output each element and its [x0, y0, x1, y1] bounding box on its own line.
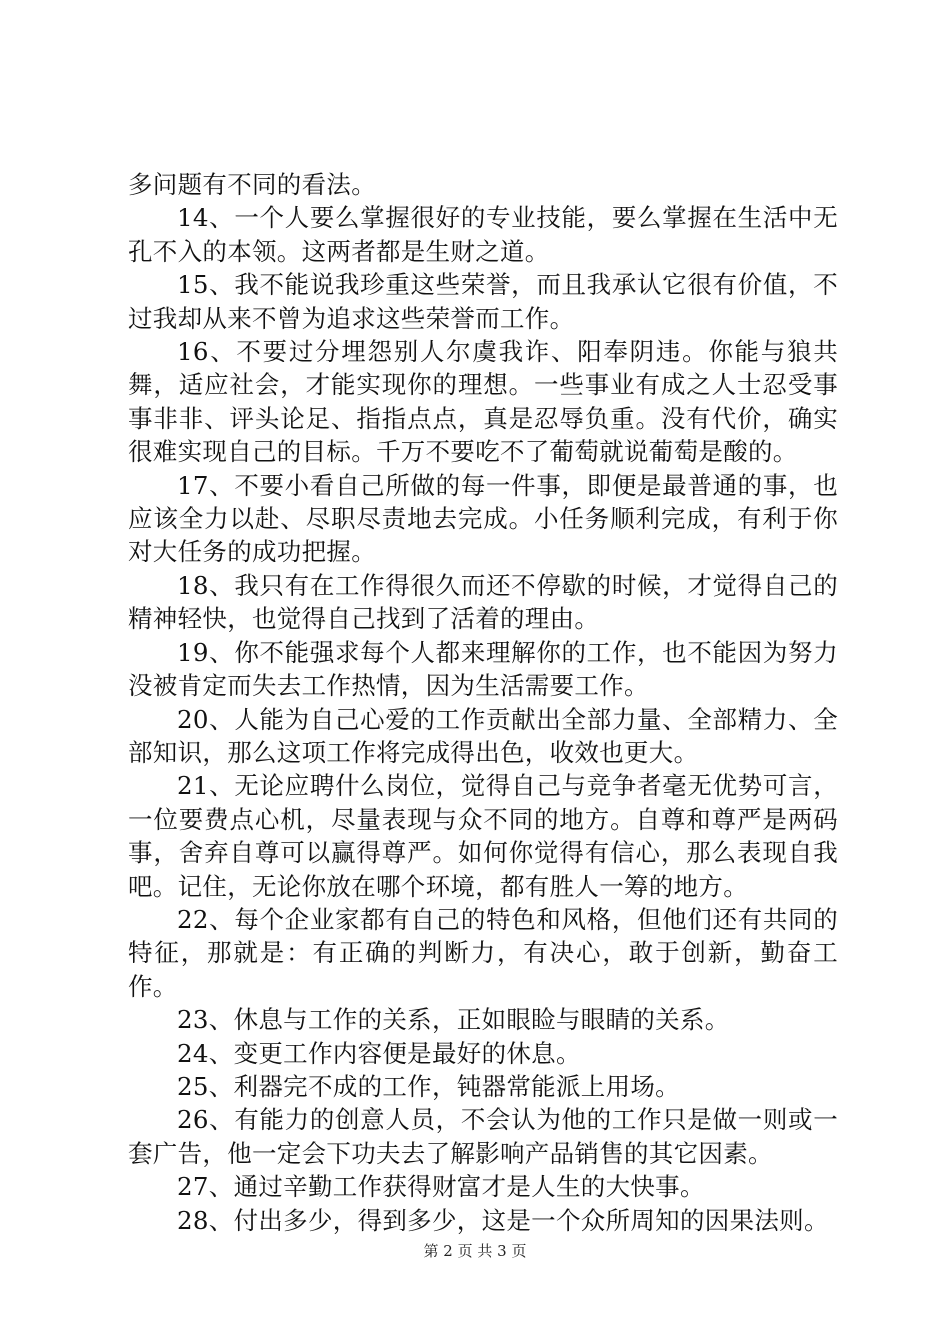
paragraph-continuation: 多问题有不同的看法。 [128, 170, 376, 199]
paragraph-15: 15、我不能说我珍重这些荣誉，而且我承认它很有价值，不过我却从来不曾为追求这些荣誉而工作。 [128, 270, 838, 333]
document-body [128, 168, 838, 1237]
paragraph-16: 16、不要过分埋怨别人尔虞我诈、阳奉阴违。你能与狼共舞，适应社会，才能实现你的理想。一些事业有成之人士忍受事事非非、评头论足、指指点点，真是忍辱负重。没有代价，确实很难实现自己的目标。千万不要吃不了葡萄就说葡萄是酸的。 [128, 337, 838, 467]
paragraph-18: 18、我只有在工作得很久而还不停歇的时候，才觉得自己的精神轻快，也觉得自己找到了活着的理由。 [128, 570, 838, 634]
paragraph-26: 26、有能力的创意人员，不会认为他的工作只是做一则或一套广告，他一定会下功夫去了解影响产品销售的其它因素。 [128, 1105, 838, 1168]
paragraph-27: 27、通过辛勤工作获得财富才是人生的大快事。 [177, 1172, 705, 1202]
paragraph-14: 14、一个人要么掌握很好的专业技能，要么掌握在生活中无孔不入的本领。这两者都是生财之道。 [128, 203, 838, 266]
paragraph-28: 28、付出多少，得到多少，这是一个众所周知的因果法则。 [177, 1205, 829, 1235]
paragraph-23: 23、休息与工作的关系，正如眼睑与眼睛的关系。 [177, 1005, 730, 1035]
paragraph-22: 22、每个企业家都有自己的特色和风格，但他们还有共同的特征，那就是：有正确的判断力，有决心，敢于创新，勤奋工作。 [128, 904, 838, 1001]
paragraph-21: 21、无论应聘什么岗位，觉得自己与竞争者毫无优势可言，一位要费点心机，尽量表现与众不同的地方。自尊和尊严是两码事，舍弃自尊可以赢得尊严。如何你觉得有信心，那么表现自我吧。记住，无论你放在哪个环境，都有胜人一筹的地方。 [128, 771, 838, 901]
page-number-footer: 第 2 页 共 3 页 [423, 1242, 527, 1260]
paragraph-17: 17、不要小看自己所做的每一件事，即便是最普通的事，也应该全力以赴、尽职尽责地去完成。小任务顺利完成，有利于你对大任务的成功把握。 [128, 470, 838, 567]
paragraph-25: 25、利器完不成的工作，钝器常能派上用场。 [177, 1071, 680, 1101]
paragraph-20: 20、人能为自己心爱的工作贡献出全部力量、全部精力、全部知识，那么这项工作将完成得出色，收效也更大。 [128, 704, 838, 767]
paragraph-24: 24、变更工作内容便是最好的休息。 [177, 1038, 581, 1068]
paragraph-19: 19、你不能强求每个人都来理解你的工作，也不能因为努力没被肯定而失去工作热情，因为生活需要工作。 [128, 637, 838, 701]
